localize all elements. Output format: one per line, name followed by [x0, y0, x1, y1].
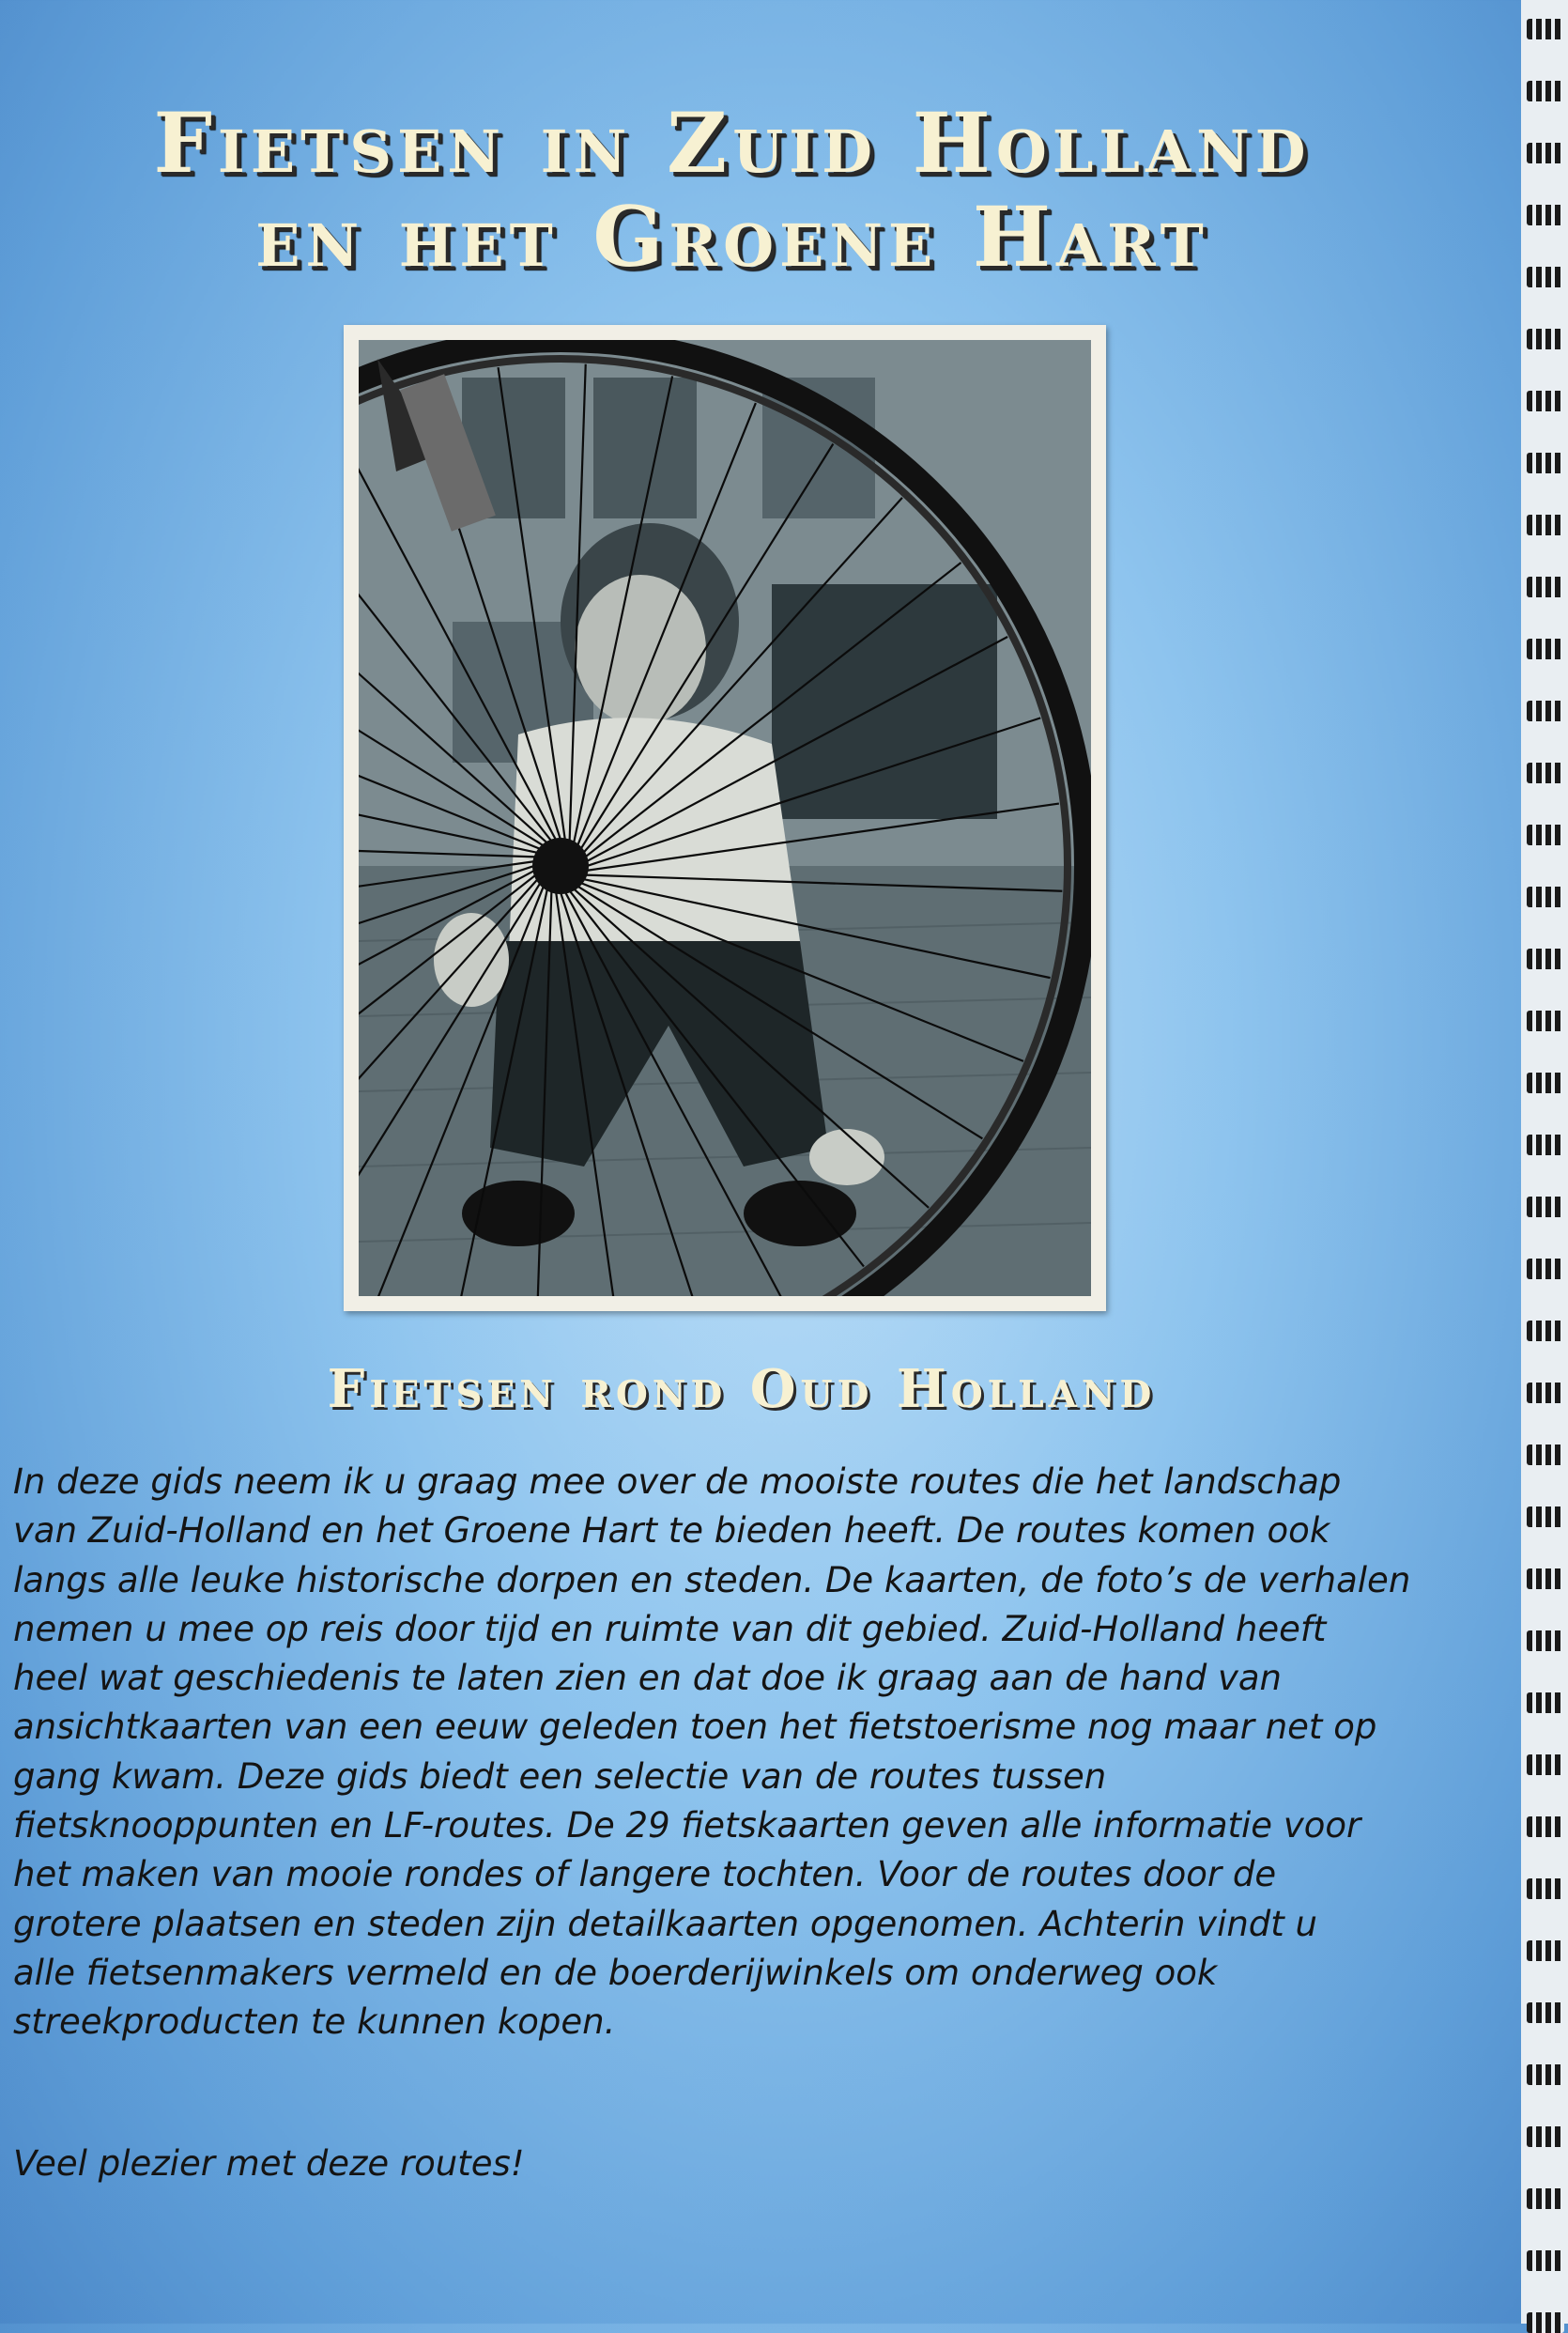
binding-coil — [1527, 329, 1564, 349]
body-line: alle fietsenmakers vermeld en de boerderijwinkels om onderweg ook — [13, 1952, 1218, 1993]
binding-coil — [1527, 1630, 1564, 1651]
binding-coil — [1527, 577, 1564, 597]
binding-coil — [1527, 2126, 1564, 2147]
photo-frame — [344, 325, 1106, 1311]
binding-coil — [1527, 205, 1564, 225]
binding-coil — [1527, 2188, 1564, 2209]
binding-coil — [1527, 1568, 1564, 1589]
binding-coil — [1527, 887, 1564, 907]
binding-coil — [1527, 453, 1564, 473]
binding-coil — [1527, 1692, 1564, 1713]
body-line: gang kwam. Deze gids biedt een selectie van de routes tussen — [13, 1755, 1107, 1797]
binding-coil — [1527, 143, 1564, 163]
binding-coil — [1527, 825, 1564, 845]
binding-coil — [1527, 1754, 1564, 1775]
body-line: ansichtkaarten van een eeuw geleden toen het fietstoerisme nog maar net op — [13, 1707, 1377, 1748]
body-line: het maken van mooie rondes of langere tochten. Voor de routes door de — [13, 1854, 1277, 1895]
bicycle-wheel-photo — [359, 340, 1091, 1296]
binding-coil — [1527, 81, 1564, 101]
binding-coil — [1527, 1073, 1564, 1093]
closing-line: Veel plezier met deze routes! — [13, 2143, 525, 2184]
binding-coil — [1527, 1197, 1564, 1217]
binding-coil — [1527, 391, 1564, 411]
binding-coil — [1527, 19, 1564, 39]
binding-coil — [1527, 1011, 1564, 1031]
binding-coil — [1527, 1383, 1564, 1403]
binding-coil — [1527, 2250, 1564, 2271]
binding-coil — [1527, 763, 1564, 783]
binding-coil — [1527, 1940, 1564, 1961]
binding-coil — [1527, 1506, 1564, 1527]
subtitle: Fietsen rond Oud Holland — [327, 1358, 1157, 1420]
body-line: streekproducten te kunnen kopen. — [13, 2001, 616, 2043]
binding-coil — [1527, 1321, 1564, 1341]
binding-coil — [1527, 639, 1564, 659]
binding-coil — [1527, 267, 1564, 287]
intro-paragraph — [13, 1458, 1487, 2047]
binding-coil — [1527, 1259, 1564, 1279]
body-line: grotere plaatsen en steden zijn detailkaarten opgenomen. Achterin vindt u — [13, 1903, 1317, 1944]
body-line: nemen u mee op reis door tijd en ruimte van dit gebied. Zuid-Holland heeft — [13, 1608, 1327, 1649]
binding-coil — [1527, 2064, 1564, 2085]
binding-coil — [1527, 701, 1564, 721]
binding-coil — [1527, 515, 1564, 535]
body-line: fietsknooppunten en LF-routes. De 29 fietskaarten geven alle informatie voor — [13, 1805, 1361, 1846]
binding-coil — [1527, 1135, 1564, 1155]
body-line: van Zuid-Holland en het Groene Hart te bieden heeft. De routes komen ook — [13, 1510, 1330, 1552]
binding-coil — [1527, 1816, 1564, 1837]
title-line-1: Fietsen in Zuid Holland — [153, 94, 1312, 192]
body-line: langs alle leuke historische dorpen en steden. De kaarten, de foto’s de verhalen — [13, 1559, 1411, 1600]
binding-coil — [1527, 2312, 1564, 2333]
photo-illustration — [359, 340, 1091, 1296]
spiral-binding — [1521, 0, 1568, 2324]
binding-coil — [1527, 949, 1564, 969]
binding-coil — [1527, 2002, 1564, 2023]
binding-coil — [1527, 1445, 1564, 1465]
body-line: In deze gids neem ik u graag mee over de mooiste routes die het landschap — [13, 1461, 1342, 1502]
title-line-2: en het Groene Hart — [255, 188, 1209, 286]
body-line: heel wat geschiedenis te laten zien en dat doe ik graag aan de hand van — [13, 1658, 1282, 1699]
binding-coil — [1527, 1878, 1564, 1899]
